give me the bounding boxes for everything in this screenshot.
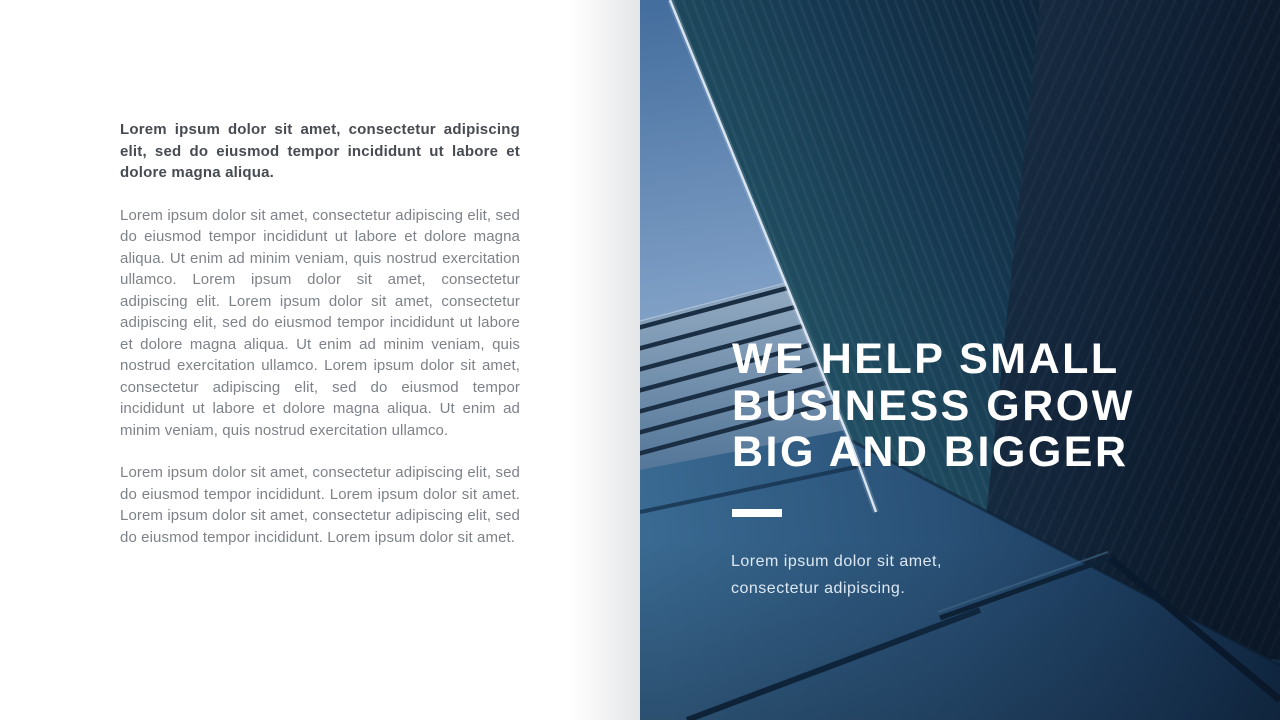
image-panel — [640, 0, 1280, 720]
heading-line-3: BIG AND BIGGER — [732, 428, 1129, 476]
caption-line-2: consectetur adipiscing. — [731, 580, 906, 597]
slide-caption — [731, 548, 942, 602]
intro-paragraph: Lorem ipsum dolor sit amet, consectetur adipiscing elit, sed do eiusmod tempor incididunt ut labore et dolore magna aliqua. — [120, 121, 520, 181]
text-column — [120, 119, 520, 569]
heading-line-1: WE HELP SMALL — [732, 335, 1120, 383]
slide-heading — [732, 336, 1135, 476]
photo-text-overlay — [640, 0, 1280, 720]
caption-line-1: Lorem ipsum dolor sit amet, — [731, 553, 942, 570]
heading-line-2: BUSINESS GROW — [732, 381, 1135, 430]
heading-divider — [732, 509, 782, 517]
panel-edge-shadow — [570, 0, 640, 720]
body-paragraph-2: Lorem ipsum dolor sit amet, consectetur adipiscing elit, sed do eiusmod tempor incididunt. Lorem ipsum dolor sit amet. Lorem ipsum dolor sit amet, consectetur adipiscing elit, sed do eiusmod tempor incididunt. Lorem ipsum dolor sit amet. — [120, 464, 520, 546]
body-paragraph-1: Lorem ipsum dolor sit amet, consectetur adipiscing elit, sed do eiusmod tempor incididunt ut labore et dolore magna aliqua. Ut enim ad minim veniam, quis nostrud exercitation ullamco. Lorem ipsum dolor sit amet, consectetur adipiscing elit. Lorem ipsum dolor sit amet, consectetur adipiscing elit, sed do eiusmod tempor incididunt ut labore et dolore magna aliqua. Ut enim ad minim veniam, quis nostrud exercitation ullamco. Lorem ipsum dolor sit amet, consectetur adipiscing elit, sed do eiusmod tempor incididunt ut labore et dolore magna aliqua. Ut enim ad minim veniam, quis nostrud exercitation ullamco. — [120, 206, 520, 439]
